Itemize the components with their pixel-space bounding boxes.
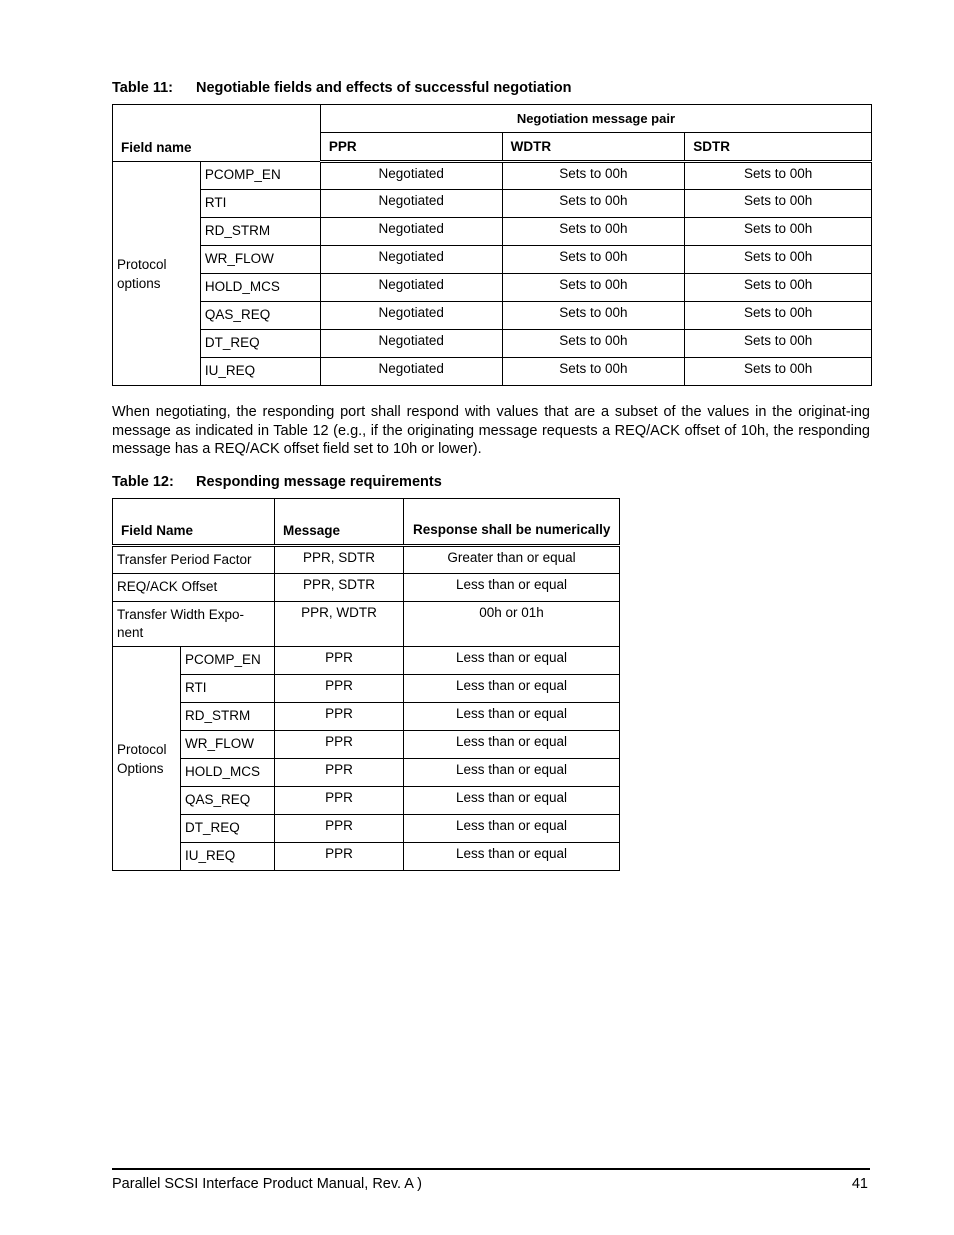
table-row (113, 274, 872, 302)
t11-sdtr-value: Sets to 00h (685, 218, 872, 246)
t11-field-name: QAS_REQ (200, 302, 320, 330)
t11-wdtr-value: Sets to 00h (502, 162, 685, 190)
t12-message-value: PPR (275, 675, 404, 703)
t11-ppr-value: Negotiated (320, 274, 502, 302)
t11-ppr-value: Negotiated (320, 190, 502, 218)
t12-message-value: PPR, WDTR (275, 602, 404, 647)
t11-field-name: IU_REQ (200, 358, 320, 386)
responding-requirements-table (112, 498, 620, 871)
table-11-title: Negotiable fields and effects of successful negotiation (196, 80, 572, 96)
table-12-caption (112, 474, 442, 490)
table-11-number: Table 11: (112, 80, 173, 96)
t11-wdtr-value: Sets to 00h (502, 190, 685, 218)
t12-field-name: RTI (181, 675, 275, 703)
t11-wdtr-value: Sets to 00h (502, 274, 685, 302)
t12-response-value: Less than or equal (404, 759, 620, 787)
t12-response-value: Greater than or equal (404, 546, 620, 574)
t11-header-group: Negotiation message pair (320, 105, 871, 133)
t12-response-value: Less than or equal (404, 675, 620, 703)
t11-sdtr-value: Sets to 00h (685, 162, 872, 190)
t11-wdtr-value: Sets to 00h (502, 218, 685, 246)
t12-response-value: Less than or equal (404, 703, 620, 731)
t12-header-response: Response shall be numerically (404, 499, 620, 546)
t12-field-name: REQ/ACK Offset (113, 574, 275, 602)
t12-field-name: QAS_REQ (181, 787, 275, 815)
table-row (113, 731, 620, 759)
t11-wdtr-value: Sets to 00h (502, 330, 685, 358)
table-row (113, 546, 620, 574)
page-number: 41 (851, 1176, 868, 1192)
t11-ppr-value: Negotiated (320, 162, 502, 190)
t12-message-value: PPR (275, 759, 404, 787)
t11-field-name: RTI (200, 190, 320, 218)
t11-ppr-value: Negotiated (320, 302, 502, 330)
t12-response-value: Less than or equal (404, 815, 620, 843)
t11-group-label: Protocol options (113, 162, 201, 386)
t12-field-name: HOLD_MCS (181, 759, 275, 787)
table-row (113, 190, 872, 218)
t12-message-value: PPR (275, 703, 404, 731)
body-paragraph: When negotiating, the responding port shall respond with values that are a subset of the values in the originat-ing message as indicated in Table 12 (e.g., if the originating message requests a REQ/ACK offset of 10h, the responding message has a REQ/ACK offset field set to 10h or lower). (112, 404, 870, 457)
t11-header-field-name: Field name (113, 105, 321, 162)
t12-message-value: PPR, SDTR (275, 546, 404, 574)
t11-ppr-value: Negotiated (320, 246, 502, 274)
t11-wdtr-value: Sets to 00h (502, 302, 685, 330)
t12-header-field-name: Field Name (113, 499, 275, 546)
footer-title: Parallel SCSI Interface Product Manual, Rev. A ) (112, 1176, 423, 1192)
t11-sdtr-value: Sets to 00h (685, 246, 872, 274)
t11-ppr-value: Negotiated (320, 358, 502, 386)
t12-response-value: Less than or equal (404, 843, 620, 871)
negotiable-fields-table (112, 104, 872, 386)
t12-message-value: PPR (275, 815, 404, 843)
t12-response-value: Less than or equal (404, 574, 620, 602)
table-12-title: Responding message requirements (196, 474, 442, 490)
table-row (113, 843, 620, 871)
table-row (113, 815, 620, 843)
table-row (113, 218, 872, 246)
t11-header-wdtr: WDTR (502, 133, 685, 162)
t12-field-name: WR_FLOW (181, 731, 275, 759)
table-row (113, 246, 872, 274)
t11-header-sdtr: SDTR (685, 133, 872, 162)
t12-header-message: Message (275, 499, 404, 546)
t12-field-name: IU_REQ (181, 843, 275, 871)
t12-message-value: PPR (275, 843, 404, 871)
table-row (113, 330, 872, 358)
t12-field-name: DT_REQ (181, 815, 275, 843)
table-row (113, 162, 872, 190)
t12-message-value: PPR, SDTR (275, 574, 404, 602)
t11-header-ppr: PPR (320, 133, 502, 162)
t12-message-value: PPR (275, 647, 404, 675)
footer-rule (112, 1168, 870, 1170)
t12-response-value: Less than or equal (404, 647, 620, 675)
t11-sdtr-value: Sets to 00h (685, 330, 872, 358)
t12-response-value: 00h or 01h (404, 602, 620, 647)
t12-field-name: PCOMP_EN (181, 647, 275, 675)
t12-message-value: PPR (275, 787, 404, 815)
t11-field-name: RD_STRM (200, 218, 320, 246)
t11-sdtr-value: Sets to 00h (685, 274, 872, 302)
table-row (113, 787, 620, 815)
t12-response-value: Less than or equal (404, 787, 620, 815)
table-row (113, 647, 620, 675)
t11-sdtr-value: Sets to 00h (685, 302, 872, 330)
t11-wdtr-value: Sets to 00h (502, 246, 685, 274)
table-12-number: Table 12: (112, 474, 174, 490)
table-row (113, 703, 620, 731)
table-row (113, 302, 872, 330)
t11-field-name: WR_FLOW (200, 246, 320, 274)
table-row (113, 675, 620, 703)
t12-group-label: Protocol Options (113, 647, 181, 871)
table-row (113, 759, 620, 787)
t11-wdtr-value: Sets to 00h (502, 358, 685, 386)
t11-sdtr-value: Sets to 00h (685, 190, 872, 218)
t11-ppr-value: Negotiated (320, 330, 502, 358)
t11-ppr-value: Negotiated (320, 218, 502, 246)
t12-field-name: RD_STRM (181, 703, 275, 731)
table-11-caption (112, 80, 571, 96)
t11-sdtr-value: Sets to 00h (685, 358, 872, 386)
t12-field-name: Transfer Period Factor (113, 546, 275, 574)
t11-field-name: DT_REQ (200, 330, 320, 358)
t12-message-value: PPR (275, 731, 404, 759)
table-row (113, 574, 620, 602)
table-row (113, 358, 872, 386)
t11-field-name: HOLD_MCS (200, 274, 320, 302)
table-row (113, 602, 620, 647)
t12-field-name: Transfer Width Expo-nent (113, 602, 275, 647)
t11-field-name: PCOMP_EN (200, 162, 320, 190)
t12-response-value: Less than or equal (404, 731, 620, 759)
